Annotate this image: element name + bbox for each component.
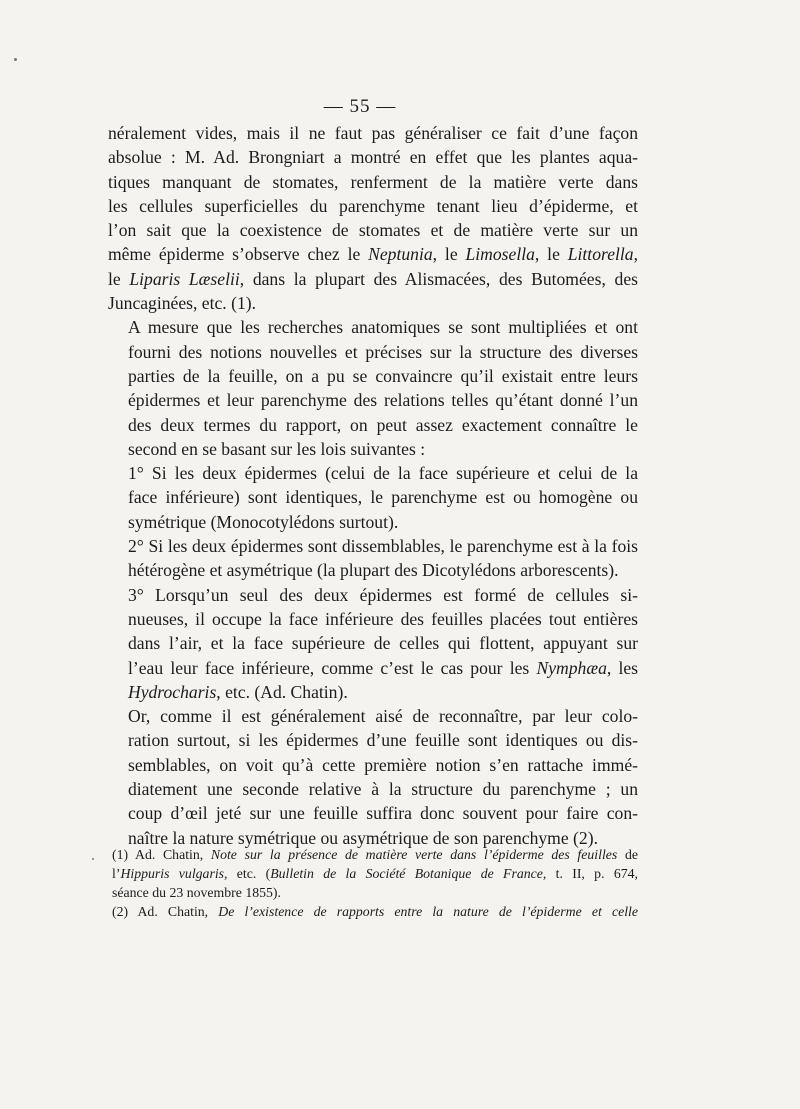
text-line: les cellules superficielles du parenchyme tenant lieu d’épiderme, et: [108, 195, 638, 216]
footnote-line: (2) Ad. Chatin, De l’existence de rapports entre la nature de l’épiderme et celle: [112, 904, 638, 919]
text-line: néralement vides, mais il ne faut pas généraliser ce fait d’une façon: [108, 123, 638, 143]
page-number: — 55 —: [323, 96, 397, 117]
text-line: naître la nature symétrique ou asymétrique de son parenchyme (2).: [128, 827, 598, 848]
text-line: Or, comme il est généralement aisé de reconnaître, par leur colo-: [128, 706, 638, 727]
text-line: hétérogène et asymétrique (la plupart des Dicotylédons arborescents).: [128, 560, 619, 581]
text-line: nueuses, il occupe la face inférieure des feuilles placées tout entières: [128, 608, 638, 629]
text-line: des deux termes du rapport, on peut assez exactement connaître le: [128, 414, 638, 435]
paragraph: [108, 704, 638, 850]
footnote-1: [108, 845, 638, 902]
text-line: parties de la feuille, on a pu se convaincre qu’il existait entre leurs: [128, 365, 638, 386]
text-line: second en se basant sur les lois suivantes :: [128, 438, 426, 459]
text-line: ration surtout, si les épidermes d’une feuille sont identiques ou dis-: [128, 730, 638, 751]
paragraph-law-1: [108, 461, 638, 534]
body-text: [108, 121, 638, 850]
text-line: 1° Si les deux épidermes (celui de la face supérieure et celui de la: [128, 463, 638, 484]
text-line: Hydrocharis, etc. (Ad. Chatin).: [128, 681, 348, 702]
text-line: fourni des notions nouvelles et précises sur la structure des diverses: [128, 341, 638, 362]
paragraph: [108, 315, 638, 461]
text-line: l’on sait que la coexistence de stomates et de matière verte sur un: [108, 220, 638, 241]
footnotes: [108, 845, 638, 921]
paragraph-law-2: [108, 534, 638, 583]
footnote-line: l’Hippuris vulgaris, etc. (Bulletin de la Société Botanique de France, t. II, p. 674,: [112, 866, 638, 881]
text-line: 2° Si les deux épidermes sont dissemblables, le parenchyme est à la fois: [128, 536, 638, 557]
text-line: diatement une seconde relative à la structure du parenchyme ; un: [128, 779, 638, 800]
paragraph-continuation: [108, 121, 638, 315]
text-line: dans l’air, et la face supérieure de celles qui flottent, appuyant sur: [128, 633, 638, 654]
text-line: semblables, on voit qu’à cette première notion s’en rattache immé-: [128, 754, 638, 775]
footnote-line: séance du 23 novembre 1855).: [112, 885, 281, 900]
text-line: épidermes et leur parenchyme des relations telles qu’étant donné l’un: [128, 390, 638, 411]
paper-speck: [92, 858, 94, 860]
text-line: face inférieure) sont identiques, le parenchyme est ou homogène ou: [128, 487, 638, 508]
text-line: Juncaginées, etc. (1).: [108, 293, 257, 314]
paper-speck: [14, 58, 17, 61]
text-line: l’eau leur face inférieure, comme c’est le cas pour les Nymphæa, les: [128, 657, 638, 678]
footnote-2: [108, 902, 638, 921]
text-line: le Liparis Læselii, dans la plupart des Alismacées, des Butomées, des: [108, 268, 638, 289]
text-line: coup d’œil jeté sur une feuille suffira donc souvent pour faire con-: [128, 803, 638, 824]
text-line: A mesure que les recherches anatomiques se sont multipliées et ont: [128, 317, 638, 338]
footnote-line: (1) Ad. Chatin, Note sur la présence de matière verte dans l’épiderme des feuilles de: [112, 847, 638, 862]
text-line: 3° Lorsqu’un seul des deux épidermes est formé de cellules si-: [128, 584, 638, 605]
text-line: symétrique (Monocotylédons surtout).: [128, 511, 399, 532]
text-line: même épiderme s’observe chez le Neptunia, le Limosella, le Littorella,: [108, 244, 638, 265]
paragraph-law-3: [108, 583, 638, 704]
text-line: tiques manquant de stomates, renferment de la matière verte dans: [108, 171, 638, 192]
text-line: absolue : M. Ad. Brongniart a montré en effet que les plantes aqua-: [108, 147, 638, 168]
